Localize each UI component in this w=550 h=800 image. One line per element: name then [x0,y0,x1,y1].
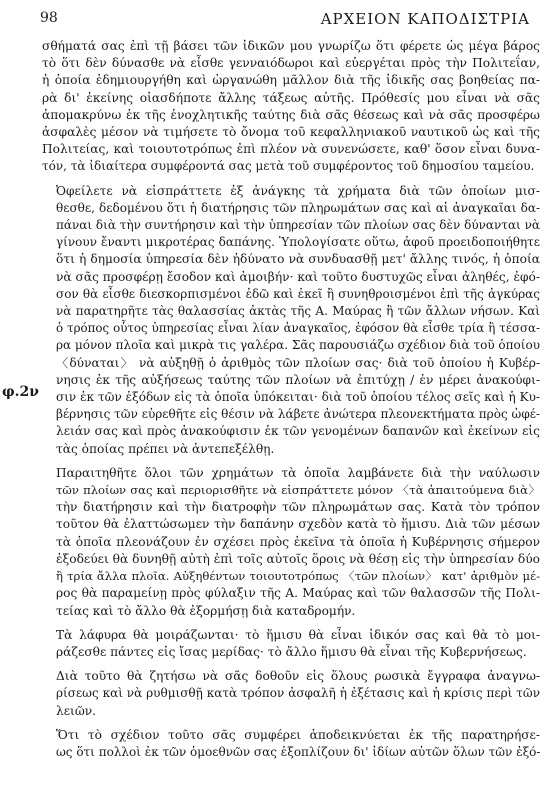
text-line: ως ὅτι πολλοὶ ἐκ τῶν ὁμοεθνῶν σας ἐξοπλίζουν δι' ἰδίων αὐτῶν ὅλων τῶν ἐξό- [56,744,541,759]
folio-margin-note: φ.2ν [2,384,39,400]
text-line: σθήματά σας ἐπὶ τῇ βάσει τῶν ἰδικῶν μου γνωρίζω ὅτι φέρετε ὡς μέγα βάρος [42,39,540,53]
text-line: γίνουν ἔναντι μικροτέρας δαπάνης. Ὑπολογίσατε οὕτω, ἀφοῦ προειδοποιήθητε [56,235,540,250]
text-line: τὰς ὁποίας πρέπει νὰ ἀντεπεξέλθῃ. [56,441,275,456]
text-line: τὴν διατήρησιν καὶ τὴν διατροφὴν τῶν πληρωμάτων σας. Κατὰ τὸν τρόπον [56,500,540,515]
text-line: ρὰ δι' ἐκείνης οἱασδήποτε ἄλλης τάξεως αὐτῆς. Πρόθεσίς μου εἶναι νὰ σᾶς [42,90,540,105]
text-line: ὁ τρόπος οὗτος ὑπηρεσίας εἶναι λίαν ἀναγκαῖος, ἐφόσον θὰ εἶσθε τρία ἢ τέσσα- [56,321,540,336]
text-line: ράζεσθε πάντες εἰς ἴσας μερίδας· τὸ ἄλλο ἥμισυ θὰ εἶναι τῆς Κυβερνήσεως. [56,644,527,659]
text-line: Διὰ τοῦτο θὰ ζητήσω νὰ σᾶς δοθοῦν εἰς ὅλους ρωσικὰ ἔγγραφα ἀναγνω- [56,669,540,684]
text-line: τὸ ὅτι δὲν δύνασθε νὰ εἶσθε γενναιόδωροι καὶ εὐεργέται πρὸς τὴν Πολιτεΐαν, [42,56,540,71]
text-line: τῶν πλοίων σας καὶ περιορισθῆτε νὰ εἰσπράττετε μόνον 〈τὰ ἀπαιτούμενα διὰ〉 [56,483,540,498]
text-line: ρος θὰ παραμείνῃ πρὸς φύλαξιν τῆς Α. Μαύρας καὶ τῶν θαλασσῶν τῆς Πολι- [56,586,540,601]
paragraph [42,627,540,661]
text-line: τοῦτον θὰ ἐλαττώσωμεν τὴν δαπάνην σχεδὸν κατὰ τὸ ἥμισυ. Διὰ τῶν μέσων [56,517,540,532]
text-line: τόν, τὰ ἰδιαίτερα συμφέροντά σας μετὰ τοῦ συμφέροντος τοῦ δημοσίου ταμείου. [42,159,535,174]
text-line: λειῶν. [56,703,97,718]
text-line: τείας καὶ τὸ ἄλλο θὰ ἐξορμήσῃ διὰ καταδρομήν. [56,603,356,618]
page-number: 98 [40,10,58,26]
text-line: νὰ σᾶς προσφέρῃ ἔσοδον καὶ ἀμοιβήν· καὶ τοῦτο δυστυχῶς εἶναι ἀληθές, ἐφό- [56,269,540,284]
paragraph [42,38,540,176]
text-line: λειάν σας καὶ πρὸς ἀνακούφισιν ἐκ τῶν γενομένων δαπανῶν καὶ ἐκείνων εἰς [56,424,540,439]
body-text [42,38,540,768]
text-line: ἢ τρία ἄλλα πλοῖα. Αὐξηθέντων τοιουτοτρόπως 〈τῶν πλοίων〉 κατ' ἀριθμὸν μέ- [56,569,540,584]
running-title: ΑΡΧΕΙΟΝ ΚΑΠΟΔΙΣΤΡΙΑ [320,10,530,28]
text-line: ἡ ὁποία ἐδημιουργήθη καὶ ὠργανώθη μᾶλλον διὰ τῆς ἰδικῆς σας βοηθείας πα- [42,73,540,88]
text-line: ρίσεως καὶ νὰ ρυθμισθῇ κατὰ τρόπον ἀσφαλῆ ἡ ἐξέτασις καὶ ἡ κρίσις περὶ τῶν [56,686,540,701]
text-line: 〈δύναται〉 νὰ αὐξηθῇ ὁ ἀριθμὸς τῶν πλοίων σας· διὰ τοῦ ὁποίου ἡ Κυβέρ- [56,355,540,370]
text-line: ἀσφαλὲς μέσον νὰ τιμήσετε τὸ ὄνομα τοῦ κεφαλληνιακοῦ ναυτικοῦ ὡς καὶ τῆς [42,125,540,140]
paragraph [42,668,540,720]
text-line: ἀπομακρύνω ἐκ τῆς ἐνοχλητικῆς ταύτης διὰ σᾶς θέσεως καὶ νὰ σᾶς προσφέρω [42,107,540,122]
text-line: σιν ἐκ τῶν ἐξόδων εἰς τὰ ὁποῖα ὑπόκειται· διὰ τοῦ ὁποίου τέλος σεῖς καὶ ἡ Κυ- [56,390,540,405]
text-line: ὅτι ἡ δημοσία ὑπηρεσία δὲν ἠδύνατο νὰ συνδυασθῇ μετ' ἄλλης τινός, ἡ ὁποία [56,252,540,267]
text-line: Τὰ λάφυρα θὰ μοιράζωνται· τὸ ἥμισυ θὰ εἶναι ἰδικόν σας καὶ θὰ τὸ μοι- [56,627,540,642]
text-line: Παραιτηθῆτε ὅλοι τῶν χρημάτων τὰ ὁποῖα λαμβάνετε διὰ τὴν ναύλωσιν [56,465,540,480]
text-line: θεσθε, δεδομένου ὅτι ἡ διατήρησις τῶν πληρωμάτων σας καὶ αἱ ἀναγκαῖαι δα- [56,200,540,215]
paragraph [42,183,540,458]
text-line: πάναι διὰ τὴν συντήρησιν καὶ τὴν ὑπηρεσίαν τῶν πλοίων σας δὲν δύνανται νὰ [56,218,540,233]
text-line: βέρνησις τῶν εὑρεθῆτε εἰς θέσιν νὰ λάβετε ἀνώτερα πλεονεκτήματα πρὸς ὠφέ- [56,407,540,422]
text-line: νησις ἐκ τῆς αὐξήσεως ταύτης τῶν πλοίων νὰ ἐπιτύχῃ / ἐν μέρει ἀνακούφι- [56,372,540,387]
text-line: ρα μόνον πλοῖα καὶ μικρὰ τις γαλέρα. Σᾶς παρουσιάζω σχέδιον διὰ τοῦ ὁποίου [56,338,540,353]
page-header [40,10,530,30]
text-line: ἐξοδεύει θὰ δυνηθῇ αὐτὴ ἐπὶ τοῖς αὐτοῖς ὅροις νὰ θέσῃ εἰς τὴν ὑπηρεσίαν δύο [56,551,540,566]
text-line: σον θὰ εἶσθε διεσκορπισμένοι ἐδῶ καὶ ἐκεῖ ἢ συνηθροισμένοι ἐπὶ τῆς ἀγκύρας [56,286,540,301]
text-line: Ὀφείλετε νὰ εἰσπράττετε ἐξ ἀνάγκης τὰ χρήματα διὰ τῶν ὁποίων μισ- [56,183,540,198]
text-line: νὰ παρατηρῆτε τὰς θαλασσίας ἀκτὰς τῆς Α. Μαύρας ἢ τῶν ἄλλων νήσων. Καὶ [56,304,540,319]
paragraph [42,465,540,620]
text-line: τὰ ὁποῖα πλεονάζουν ἐν σχέσει πρὸς ἐκεῖνα τὰ ὁποῖα ἡ Κυβέρνησις σήμερον [56,534,540,549]
paragraph [42,727,540,761]
text-line: Πολιτείας, καὶ τοιουτοτρόπως ἐπὶ πλέον νὰ συνενώσετε, καθ' ὅσον εἶναι δυνα- [42,142,540,157]
text-line: Ὅτι τὸ σχέδιον τοῦτο σᾶς συμφέρει ἀποδεικνύεται ἐκ τῆς παρατηρήσε- [56,727,540,742]
